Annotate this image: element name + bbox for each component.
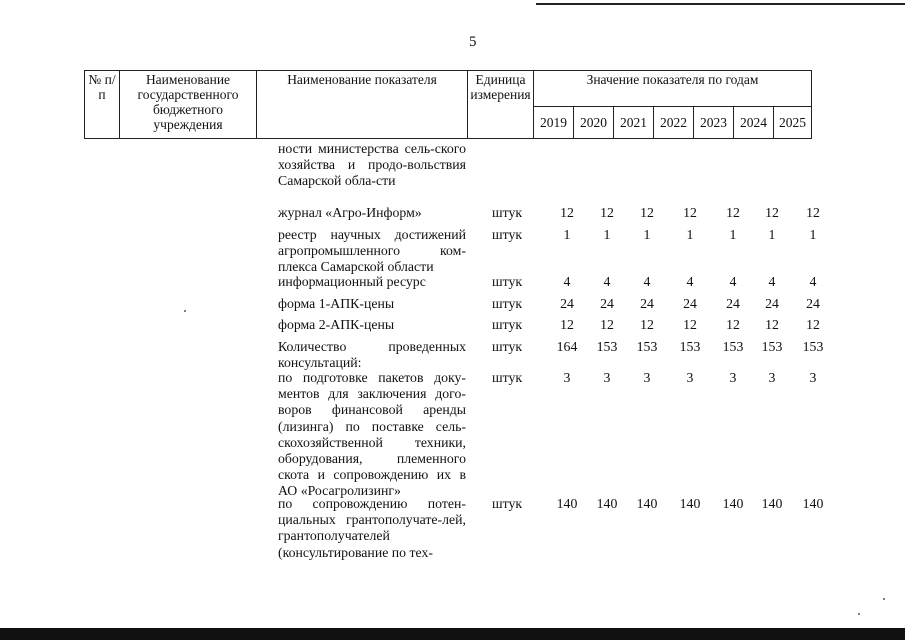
value-cell: 12 — [806, 205, 820, 220]
value-cell: 153 — [679, 339, 701, 354]
value-cell: 4 — [686, 274, 694, 289]
value-cell: 1 — [643, 227, 651, 242]
indicator-cell: информационный ресурс — [278, 274, 426, 289]
indicator-cell: форма 2-АПК-цены — [278, 317, 395, 332]
bottom-border-bar — [0, 628, 905, 640]
unit-cell: штук — [492, 339, 523, 354]
value-cell: 3 — [603, 370, 611, 385]
value-cell: 12 — [640, 317, 654, 332]
value-cell: 140 — [679, 496, 701, 511]
value-cell: 12 — [726, 317, 740, 332]
value-cell: 12 — [600, 317, 614, 332]
value-cell: 24 — [683, 296, 697, 311]
value-cell: 12 — [726, 205, 740, 220]
indicator-cell: Количество проведенных консультаций: — [278, 339, 466, 371]
value-cell: 140 — [802, 496, 824, 511]
value-cell: 153 — [761, 339, 783, 354]
header-indicator: Наименование показателя — [257, 71, 468, 139]
value-cell: 3 — [768, 370, 776, 385]
value-cell: 4 — [603, 274, 611, 289]
scan-speck — [858, 613, 860, 615]
value-cell: 24 — [560, 296, 574, 311]
value-cell: 12 — [560, 317, 574, 332]
header-year: 2022 — [654, 107, 694, 139]
value-cell: 3 — [563, 370, 571, 385]
unit-cell: штук — [492, 370, 523, 385]
continuation-text: ности министерства сель-ского хозяйства и продо-вольствия Самарской обла-сти — [278, 141, 466, 189]
unit-cell: штук — [492, 317, 523, 332]
value-cell: 164 — [556, 339, 578, 354]
value-cell: 1 — [729, 227, 737, 242]
unit-cell: штук — [492, 227, 523, 242]
value-cell: 153 — [636, 339, 658, 354]
header-num: № п/п — [85, 71, 120, 139]
value-cell: 4 — [809, 274, 817, 289]
value-cell: 24 — [726, 296, 740, 311]
value-cell: 3 — [729, 370, 737, 385]
indicator-cell: по подготовке пакетов доку-ментов для заключения дого-воров финансовой аренды (лизинга) по поставке сель-скохозяйственной техники, оборудования, племенного скота и сопровождению их в АО «Росагролизинг» — [278, 370, 466, 499]
header-year: 2019 — [534, 107, 574, 139]
value-cell: 3 — [686, 370, 694, 385]
value-cell: 153 — [802, 339, 824, 354]
value-cell: 12 — [765, 205, 779, 220]
value-cell: 12 — [683, 205, 697, 220]
value-cell: 12 — [765, 317, 779, 332]
value-cell: 24 — [806, 296, 820, 311]
scan-speck — [883, 598, 885, 600]
unit-cell: штук — [492, 496, 523, 511]
header-institution: Наименование государственного бюджетного учреждения — [120, 71, 257, 139]
value-cell: 140 — [636, 496, 658, 511]
value-cell: 4 — [563, 274, 571, 289]
unit-cell: штук — [492, 296, 523, 311]
value-cell: 1 — [563, 227, 571, 242]
value-cell: 12 — [806, 317, 820, 332]
value-cell: 140 — [596, 496, 618, 511]
header-year: 2021 — [614, 107, 654, 139]
header-year: 2023 — [694, 107, 734, 139]
indicator-cell: по сопровождению потен-циальных грантополучате-лей, грантополучателей (консультирование по тех- — [278, 496, 466, 560]
value-cell: 1 — [603, 227, 611, 242]
value-cell: 24 — [765, 296, 779, 311]
value-cell: 12 — [600, 205, 614, 220]
value-cell: 24 — [600, 296, 614, 311]
value-cell: 3 — [809, 370, 817, 385]
table-header — [84, 70, 812, 139]
header-values: Значение показателя по годам — [534, 71, 812, 107]
value-cell: 153 — [722, 339, 744, 354]
header-year: 2025 — [774, 107, 812, 139]
top-border-line — [536, 3, 905, 5]
value-cell: 3 — [643, 370, 651, 385]
value-cell: 4 — [643, 274, 651, 289]
value-cell: 24 — [640, 296, 654, 311]
header-unit: Единица измерения — [468, 71, 534, 139]
unit-cell: штук — [492, 205, 523, 220]
value-cell: 140 — [761, 496, 783, 511]
scan-speck — [184, 310, 186, 312]
value-cell: 4 — [768, 274, 776, 289]
value-cell: 4 — [729, 274, 737, 289]
indicator-cell: форма 1-АПК-цены — [278, 296, 395, 311]
value-cell: 1 — [768, 227, 776, 242]
value-cell: 140 — [556, 496, 578, 511]
header-year: 2020 — [574, 107, 614, 139]
value-cell: 12 — [683, 317, 697, 332]
value-cell: 140 — [722, 496, 744, 511]
unit-cell: штук — [492, 274, 523, 289]
value-cell: 1 — [809, 227, 817, 242]
indicator-cell: реестр научных достижений агропромышленного ком-плекса Самарской области — [278, 227, 466, 275]
value-cell: 12 — [560, 205, 574, 220]
value-cell: 153 — [596, 339, 618, 354]
value-cell: 1 — [686, 227, 694, 242]
header-year: 2024 — [734, 107, 774, 139]
indicator-cell: журнал «Агро-Информ» — [278, 205, 422, 220]
page-number: 5 — [469, 34, 477, 50]
value-cell: 12 — [640, 205, 654, 220]
